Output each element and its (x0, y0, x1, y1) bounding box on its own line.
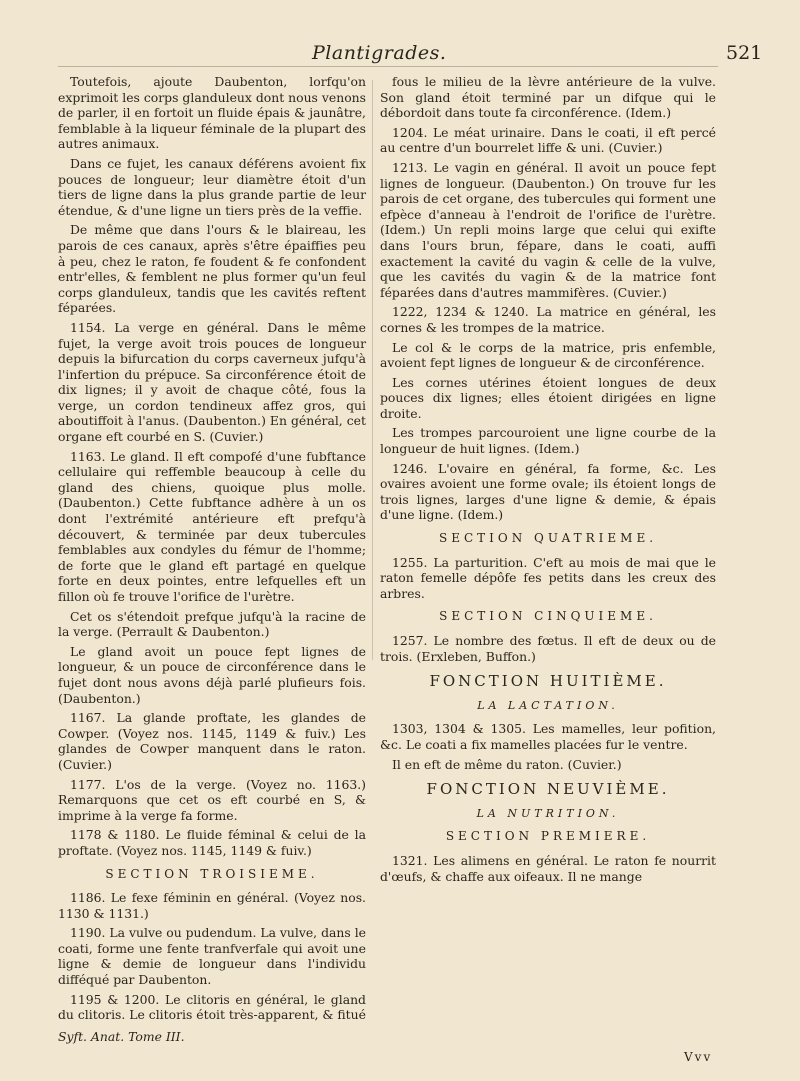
paragraph: 1167. La glande proftate, les glandes de Cowper. (Voyez nos. 1145, 1149 & fuiv.) Les glandes de Cowper manquent dans le raton. (Cuvier.) (58, 710, 366, 772)
paragraph: 1177. L'os de la verge. (Voyez no. 1163.) Remarquons que cet os eft courbé en S, & imprime à la verge fa forme. (58, 776, 366, 823)
paragraph: 1213. Le vagin en général. Il avoit un pouce fept lignes de longueur. (Daubenton.) On trouve fur les parois de cet organe, des tubercules qui forment une efpèce d'anneau à l'endroit de l'orifice de l'urètre. (Idem.) Un repli moins large que celui qui exifte dans l'ours brun, fépare, dans le coati, auffi exactement la cavité du vagin & celle de la vulve, que les cavités du vagin & de la matrice font féparées dans d'autres mammifères. (Cuvier.) (380, 159, 716, 300)
header-rule (58, 66, 718, 67)
paragraph: 1195 & 1200. Le clitoris en général, le gland du clitoris. Le clitoris étoit très-apparent, & fitué (58, 991, 366, 1023)
paragraph: 1222, 1234 & 1240. La matrice en général, les cornes & les trompes de la matrice. (380, 304, 716, 335)
paragraph: Le col & le corps de la matrice, pris enfemble, avoient fept lignes de longueur & de circonférence. (380, 339, 716, 371)
paragraph: 1246. L'ovaire en général, fa forme, &c. Les ovaires avoient une forme ovale; ils étoient longs de trois lignes, larges d'une ligne & demie, & épais d'une ligne. (Idem.) (380, 460, 716, 523)
function-heading: FONCTION NEUVIÈME. (426, 780, 670, 799)
paragraph: 1204. Le méat urinaire. Dans le coati, il eft percé au centre d'un bourrelet liffe & uni. (Cuvier.) (380, 124, 716, 156)
paragraph: fous le milieu de la lèvre antérieure de la vulve. Son gland étoit terminé par un difque qui le débordoit dans toute fa circonférence. (Idem.) (380, 74, 716, 121)
paragraph: 1257. Le nombre des fœtus. Il eft de deux ou de trois. (Erxleben, Buffon.) (380, 633, 716, 664)
paragraph: 1154. La verge en général. Dans le même fujet, la verge avoit trois pouces de longueur depuis la bifurcation du corps caverneux jufqu'à l'infertion du prépuce. Sa circonférence étoit de dix lignes; il y avoit de chaque côté, fous la verge, un cordon tendineux affez gros, qui aboutiffoit à l'anus. (Daubenton.) En général, cet organe eft courbé en S. (Cuvier.) (58, 319, 366, 445)
left-column (58, 74, 366, 1044)
running-title: Plantigrades. (312, 42, 447, 64)
function-heading: FONCTION HUITIÈME. (429, 672, 667, 691)
paragraph: Cet os s'étendoit prefque jufqu'à la racine de la verge. (Perrault & Daubenton.) (58, 608, 366, 640)
signature-line (58, 1029, 366, 1045)
paragraph: Toutefois, ajoute Daubenton, lorfqu'on exprimoit les corps glanduleux dont nous venons de parler, il en fortoit un fluide épais & jaunâtre, femblable à la liqueur féminale de la plupart des autres animaux. (58, 74, 366, 152)
column-divider (372, 80, 373, 660)
paragraph: 1321. Les alimens en général. Le raton fe nourrit d'œufs, & chaffe aux oifeaux. Il ne mange (380, 852, 716, 884)
section-heading: SECTION PREMIERE. (445, 829, 651, 844)
subheading: LA NUTRITION. (476, 806, 620, 820)
paragraph: Le gland avoit un pouce fept lignes de longueur, & un pouce de circonférence dans le fujet dont nous avons déjà parlé plufieurs fois. (Daubenton.) (58, 643, 366, 706)
section-heading: SECTION QUATRIEME. (438, 531, 658, 546)
section-heading: SECTION CINQUIEME. (439, 609, 657, 624)
right-column (380, 74, 716, 888)
page-number: 521 (726, 42, 763, 64)
paragraph: De même que dans l'ours & le blaireau, les parois de ces canaux, après s'être épaiffies peu à peu, chez le raton, fe foudent & fe confondent entr'elles, & femblent ne plus former qu'un feul corps glanduleux, tandis que les cavités reftent féparées. (58, 222, 366, 316)
paragraph: 1190. La vulve ou pudendum. La vulve, dans le coati, forme une fente tranfverfale qui avoit une ligne & demie de longueur dans l'individu difféqué par Daubenton. (58, 925, 366, 988)
paragraph: Dans ce fujet, les canaux déférens avoient fix pouces de longueur; leur diamètre étoit d'un tiers de ligne dans la plus grande partie de leur étendue, & d'une ligne un tiers près de la veffie. (58, 155, 366, 218)
paragraph: 1303, 1304 & 1305. Les mamelles, leur pofition, &c. Le coati a fix mamelles placées fur le ventre. (380, 721, 716, 752)
paragraph: 1186. Le fexe féminin en général. (Voyez nos. 1130 & 1131.) (58, 890, 366, 921)
signature-mark: Vvv (684, 1050, 713, 1064)
paragraph: Il en eft de même du raton. (Cuvier.) (392, 756, 622, 772)
paragraph: 1163. Le gland. Il eft compofé d'une fubftance cellulaire qui reffemble beaucoup à celle du gland des chiens, quoique plus molle. (Daubenton.) Cette fubftance adhère à un os dont l'extrémité antérieure eft prefqu'à découvert, & terminée par deux tubercules femblables aux condyles du fémur de l'homme; de forte que le gland eft partagé en quelque forte en deux pointes, entre lefquelles eft un fillon où fe trouve l'orifice de l'urètre. (58, 448, 366, 604)
paragraph: 1255. La parturition. C'eft au mois de mai que le raton femelle dépôfe fes petits dans les creux des arbres. (380, 554, 716, 601)
section-heading: SECTION TROISIEME. (105, 866, 319, 881)
paragraph: Les cornes utérines étoient longues de deux pouces dix lignes; elles étoient dirigées en ligne droite. (380, 374, 716, 421)
paragraph: 1178 & 1180. Le fluide féminal & celui de la proftate. (Voyez nos. 1145, 1149 & fuiv.) (58, 827, 366, 858)
subheading: LA LACTATION. (477, 698, 619, 712)
volume-reference: Syft. Anat. Tome III. (58, 1028, 185, 1044)
paragraph: Les trompes parcouroient une ligne courbe de la longueur de huit lignes. (Idem.) (380, 425, 716, 457)
